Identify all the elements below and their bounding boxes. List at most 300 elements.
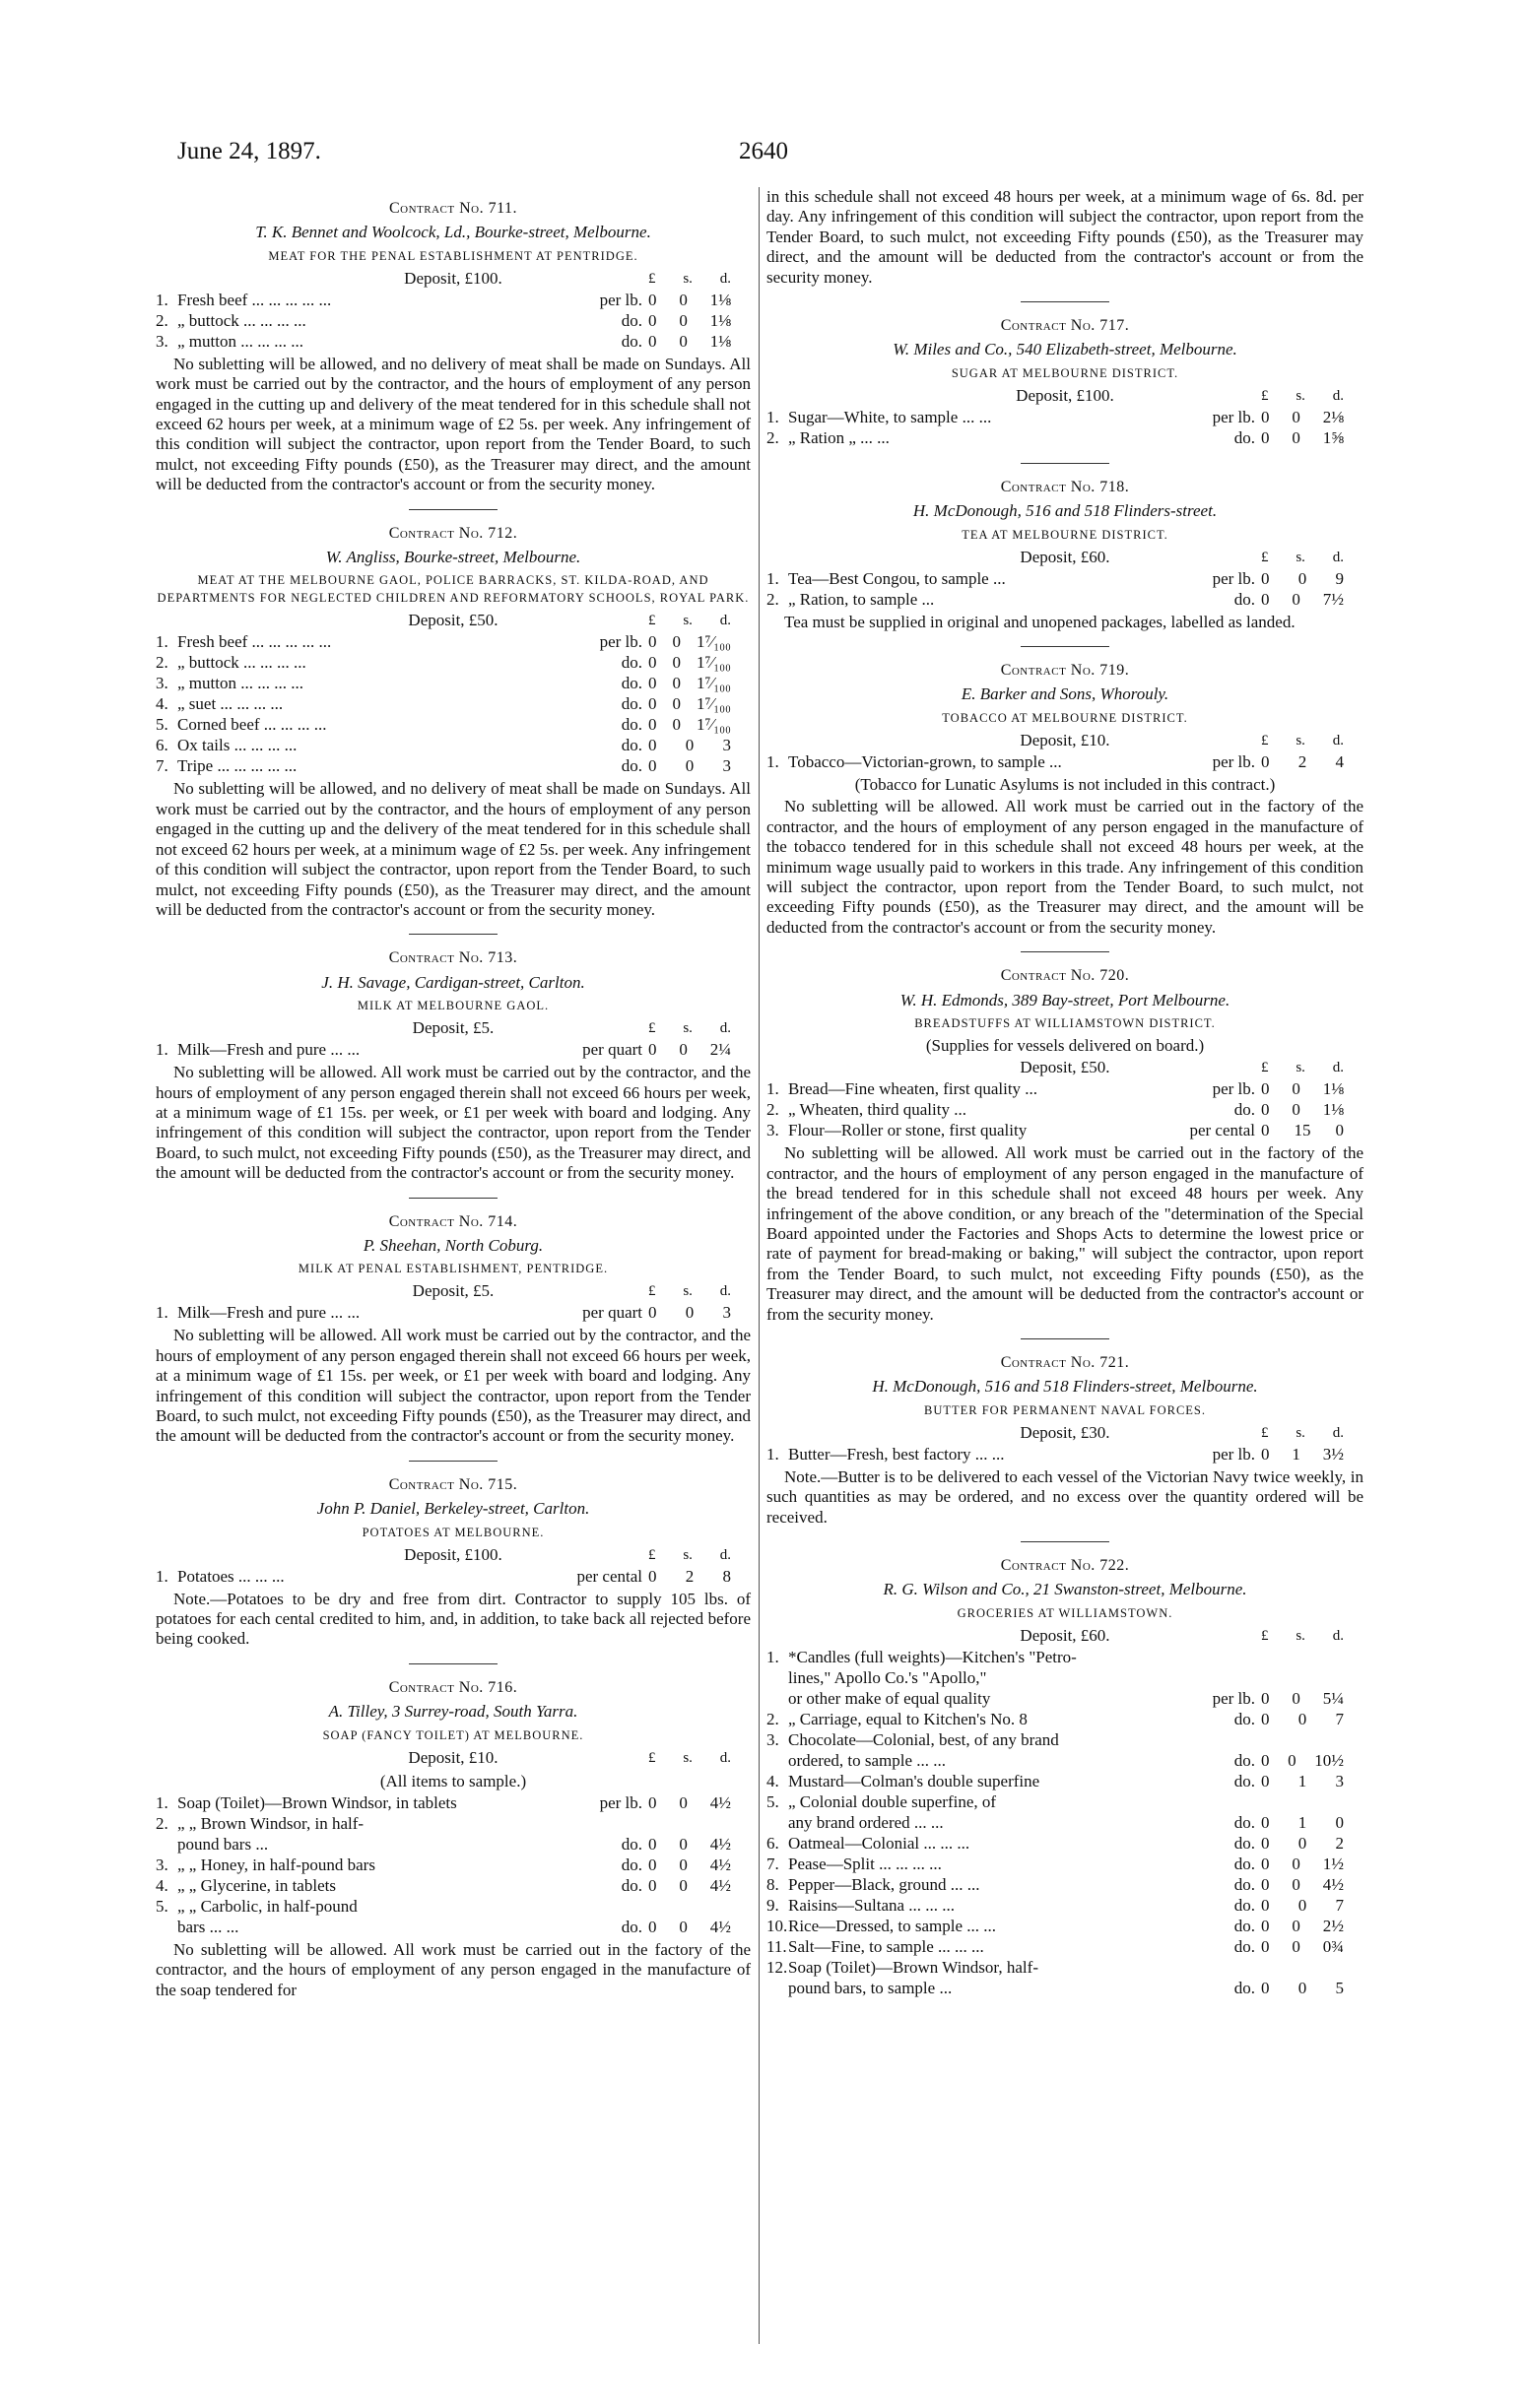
item-price — [648, 632, 751, 652]
price-item — [156, 1918, 751, 1938]
item-description: „ suet ... ... ... ... — [177, 694, 284, 714]
lsd-label: £ — [648, 1020, 656, 1037]
contract-subject: BREADSTUFFS AT WILLIAMSTOWN DISTRICT. — [914, 1015, 1216, 1030]
price-part: 7 — [1335, 1895, 1344, 1915]
item-number: 4. — [156, 1876, 168, 1896]
deposit-amount: Deposit, £5. — [412, 1018, 495, 1038]
section-separator — [409, 1663, 498, 1664]
item-price — [1261, 1121, 1363, 1140]
lsd-label: d. — [1332, 1424, 1344, 1441]
deposit-row — [156, 269, 751, 291]
price-part: 3 — [722, 736, 731, 755]
item-unit: per cental — [576, 1566, 642, 1586]
contract-title: Contract No. 714. — [388, 1212, 518, 1230]
left-column — [156, 185, 751, 2006]
price-part: 5 — [1335, 1978, 1344, 1997]
price-part: 0 — [1261, 1750, 1270, 1770]
contract-title: Contract No. 722. — [1000, 1557, 1130, 1575]
item-description: bars ... ... — [177, 1918, 239, 1937]
item-description: Butter—Fresh, best factory ... ... — [788, 1444, 1005, 1464]
contractor-name: E. Barker and Sons, Whoroulу. — [961, 684, 1169, 704]
item-price — [1261, 1875, 1363, 1895]
price-part: 4½ — [709, 1876, 731, 1896]
item-unit: per lb. — [1212, 568, 1255, 588]
section-separator — [1021, 646, 1109, 647]
item-description: Soap (Toilet)—Brown Windsor, half- — [788, 1957, 1038, 1977]
item-price — [648, 674, 751, 693]
contract-subject: TEA AT MELBOURNE DISTRICT. — [962, 527, 1168, 542]
price-part: 0 — [672, 632, 681, 652]
item-unit: per lb. — [599, 1793, 642, 1813]
deposit-amount: Deposit, £10. — [408, 1747, 499, 1767]
item-description: or other make of equal quality — [788, 1688, 991, 1708]
item-description: Mustard—Colman's double superfine — [788, 1771, 1040, 1790]
price-part: 0 — [685, 1303, 695, 1323]
item-description: Fresh beef ... ... ... ... ... — [177, 632, 332, 652]
condition-paragraph: No subletting will be allowed. All work must be carried out in the factory of the contractor, and the hours of employment of any person engaged in the manufacture of the soap tendered for — [156, 1940, 751, 1999]
price-part: 2¼ — [709, 1040, 731, 1060]
lsd-label: d. — [1332, 549, 1344, 565]
price-part: 0 — [648, 1876, 657, 1896]
contract-block — [156, 1212, 751, 1447]
price-part: 0 — [1292, 1936, 1300, 1956]
condition-paragraph: Note.—Butter is to be delivered to each vessel of the Victorian Navy twice weekly, in such quantities as may be ordered, and no excess over the quantity ordered will be received. — [766, 1466, 1363, 1527]
price-part: 0 — [1297, 1978, 1307, 1997]
price-part: 0 — [672, 653, 681, 673]
price-part: 1⁷⁄₁₀₀ — [696, 715, 731, 735]
deposit-amount: Deposit, £50. — [1020, 1058, 1110, 1077]
price-part: 9 — [1335, 568, 1344, 588]
price-part: 0 — [1297, 568, 1307, 588]
lsd-label: d. — [719, 1546, 731, 1563]
item-unit: do. — [621, 694, 642, 714]
lsd-label: d. — [719, 1020, 731, 1037]
contract-subject: MILK AT MELBOURNE GAOL. — [357, 999, 550, 1013]
contractor-name: H. McDonough, 516 and 518 Flinders-street. — [912, 501, 1218, 521]
price-part: 2⅛ — [1322, 407, 1344, 426]
price-item — [766, 1121, 1363, 1141]
item-price — [648, 715, 751, 735]
lsd-label: d. — [719, 270, 731, 287]
condition-paragraph: No subletting will be allowed, and no delivery of meat shall be made on Sundays. All work must be carried out by the contractor, and the hours of employment of any person engaged in the cutting up and the delivery of the meat tendered for in this schedule shall not exceed 62 hours per week, at a minimum wage of £2 5s. per week. Any infringement of this condition will subject the contractor, upon report from the Tender Board, to such mulct, not exceeding Fifty pounds (£50), as the Treasurer may direct, and the amount will be deducted from the contractor's account or from the security money. — [156, 779, 751, 919]
price-part: 1 — [1292, 1444, 1300, 1464]
item-description: „ Ration, to sample ... — [788, 589, 935, 609]
lsd-label: s. — [1296, 732, 1305, 748]
price-part: 1⅛ — [1322, 1100, 1344, 1120]
item-description: „ Ration „ ... ... — [788, 427, 890, 447]
price-part: 4½ — [709, 1855, 731, 1875]
price-item — [156, 653, 751, 674]
price-part: 4½ — [1322, 1874, 1344, 1894]
item-price — [648, 756, 751, 776]
price-part: 0 — [648, 653, 657, 673]
price-part: 0 — [1261, 1854, 1270, 1873]
lsd-header — [648, 1545, 731, 1565]
item-number: 1. — [766, 407, 779, 426]
price-part: 1 — [1297, 1812, 1307, 1832]
item-description: pound bars ... — [177, 1835, 269, 1855]
price-part: 1⅛ — [709, 331, 731, 351]
price-part: 0 — [679, 331, 688, 351]
contract-subject: TOBACCO AT MELBOURNE DISTRICT. — [942, 710, 1188, 725]
price-part: 3 — [722, 1303, 731, 1323]
item-unit: do. — [621, 715, 642, 735]
price-part: 0 — [1261, 1100, 1270, 1120]
item-number: 12. — [766, 1957, 788, 1977]
lsd-header — [1261, 1058, 1344, 1077]
condition-paragraph: Note.—Potatoes to be dry and free from dirt. Contractor to supply 105 lbs. of potatoes for each cental credited to him, and, in addition, to take back all rejected before being cooked. — [156, 1589, 751, 1649]
price-part: 0 — [1335, 1121, 1344, 1140]
price-item — [766, 1813, 1363, 1834]
contractor-name: W. Miles and Co., 540 Elizabeth-street, Melbourne. — [893, 340, 1237, 359]
condition-paragraph: No subletting will be allowed. All work must be carried out in the factory of the contractor, and the hours of employment of any person engaged in the manufacture of the bread tendered for in this schedule shall not exceed 48 hours per week. Any infringement of the above condition, or any breach of the "determination of the Special Board appointed under the Factories and Shops Acts to determine the lowest price or rate of payment for bread-making or baking," will subject the contractor, upon report from the Tender Board, to such mulct, not exceeding Fifty pounds (£50), as the Treasurer may direct, and the amount will be deducted from the contractor's account or from the security money. — [766, 1143, 1363, 1324]
price-part: 1⅛ — [709, 310, 731, 330]
deposit-amount: Deposit, £60. — [1020, 1625, 1110, 1645]
item-number: 2. — [156, 310, 168, 330]
contractor-name: J. H. Savage, Cardigan-street, Carlton. — [321, 972, 585, 992]
item-price — [648, 1040, 751, 1060]
item-price — [648, 653, 751, 673]
price-part: 0 — [648, 1793, 657, 1813]
contractor-name: P. Sheehan, North Coburg. — [363, 1235, 544, 1255]
item-number: 3. — [766, 1121, 779, 1140]
price-item — [766, 1079, 1363, 1100]
item-unit: do. — [621, 736, 642, 755]
price-part: 1⅛ — [709, 290, 731, 309]
price-item — [766, 1751, 1363, 1772]
price-part: 0 — [1261, 1895, 1270, 1915]
price-item — [156, 736, 751, 756]
item-description: Pepper—Black, ground ... ... — [788, 1874, 980, 1894]
lsd-header — [648, 1748, 731, 1768]
item-description: „ mutton ... ... ... ... — [177, 674, 303, 693]
section-separator — [1021, 1338, 1109, 1339]
contract-title: Contract No. 713. — [388, 949, 518, 967]
contract-subject: SUGAR AT MELBOURNE DISTRICT. — [951, 365, 1179, 380]
price-item — [766, 1689, 1363, 1710]
contract-title: Contract No. 711. — [388, 200, 518, 217]
price-part: 0 — [679, 1835, 688, 1855]
price-part: 0 — [1261, 407, 1270, 426]
lsd-header — [1261, 1626, 1344, 1646]
item-number: 10. — [766, 1916, 788, 1935]
price-part: 0 — [1261, 1709, 1270, 1728]
item-description: „ Colonial double superfine, of — [788, 1791, 997, 1811]
lsd-header — [648, 1018, 731, 1038]
item-description: Oatmeal—Colonial ... ... ... — [788, 1833, 970, 1853]
item-number: 2. — [156, 653, 168, 673]
item-number: 1. — [766, 1444, 779, 1464]
item-price — [1261, 1896, 1363, 1916]
item-unit: do. — [621, 674, 642, 693]
price-part: 0 — [1261, 1688, 1270, 1708]
lsd-label: £ — [648, 1546, 656, 1563]
item-number: 3. — [156, 331, 168, 351]
price-part: 0 — [1261, 1936, 1270, 1956]
price-part: 0 — [1292, 1874, 1300, 1894]
item-unit: per lb. — [1212, 751, 1255, 771]
price-part: 0 — [1261, 1833, 1270, 1853]
price-part: 0 — [1292, 1854, 1300, 1873]
item-number: 3. — [156, 1855, 168, 1875]
item-unit: do. — [1233, 1833, 1255, 1853]
price-part: 0 — [679, 290, 688, 309]
contract-note: (Supplies for vessels delivered on board.) — [925, 1035, 1205, 1055]
price-part: 0 — [1288, 1750, 1296, 1770]
contract-subject: BUTTER FOR PERMANENT NAVAL FORCES. — [923, 1402, 1206, 1417]
item-unit: per quart — [582, 1303, 642, 1323]
price-item — [156, 715, 751, 736]
contractor-name: John P. Daniel, Berkeley-street, Carlton. — [316, 1499, 590, 1519]
price-part: 0 — [1297, 1895, 1307, 1915]
item-unit: do. — [621, 1876, 642, 1896]
price-part: 2½ — [1322, 1916, 1344, 1935]
item-description: Rice—Dressed, to sample ... ... — [788, 1916, 997, 1935]
price-item — [156, 1793, 751, 1814]
price-item — [766, 1896, 1363, 1917]
price-part: 0 — [679, 310, 688, 330]
contract-title: Contract No. 717. — [1000, 317, 1130, 335]
item-price — [1261, 1689, 1363, 1709]
lsd-label: d. — [719, 1749, 731, 1766]
deposit-amount: Deposit, £5. — [412, 1281, 495, 1301]
item-description: Soap (Toilet)—Brown Windsor, in tablets — [177, 1793, 457, 1813]
item-number: 1. — [156, 1303, 168, 1323]
item-description: Raisins—Sultana ... ... ... — [788, 1895, 956, 1915]
lsd-label: £ — [1261, 732, 1269, 748]
lsd-label: £ — [1261, 1627, 1269, 1644]
price-part: 0 — [1261, 1978, 1270, 1997]
lsd-header — [1261, 1423, 1344, 1443]
lsd-header — [1261, 548, 1344, 567]
lsd-label: £ — [1261, 387, 1269, 404]
item-price — [648, 1567, 751, 1587]
lsd-label: d. — [1332, 732, 1344, 748]
item-description: Fresh beef ... ... ... ... ... — [177, 290, 332, 309]
price-part: 0 — [648, 290, 657, 309]
item-price — [1261, 1751, 1363, 1771]
condition-paragraph: No subletting will be allowed. All work must be carried out by the contractor, and the hours of employment of any person engaged therein shall not exceed 66 hours per week, at a minimum wage of £1 15s. per week, or £1 per week with board and lodging. Any infringement of this condition will subject the contractor, upon report from the Tender Board, to such mulct, not exceeding Fifty pounds (£50), as the Treasurer may direct, and the amount will be deducted from the contractor's account or from the security money. — [156, 1063, 751, 1183]
item-price — [1261, 1813, 1363, 1833]
contract-block — [766, 1353, 1363, 1528]
contractor-name: H. McDonough, 516 and 518 Flinders-street, Melbourne. — [872, 1377, 1258, 1397]
lsd-label: d. — [719, 613, 731, 629]
item-unit: per lb. — [599, 290, 642, 309]
price-part: 0 — [679, 1918, 688, 1937]
contract-subject: POTATOES AT MELBOURNE. — [362, 1525, 545, 1539]
lsd-label: s. — [683, 270, 693, 287]
contract-title: Contract No. 721. — [1000, 1354, 1130, 1371]
item-description: Milk—Fresh and pure ... ... — [177, 1303, 361, 1323]
item-unit: do. — [1233, 427, 1255, 447]
deposit-row — [766, 386, 1363, 408]
price-part: 3½ — [1322, 1444, 1344, 1464]
deposit-row — [156, 1545, 751, 1567]
price-part: 0 — [1292, 1079, 1300, 1099]
price-part: 0 — [648, 674, 657, 693]
lsd-label: s. — [1296, 387, 1305, 404]
contract-block — [156, 1678, 751, 2000]
lsd-label: s. — [1296, 1424, 1305, 1441]
item-number: 1. — [766, 751, 779, 771]
price-part: 0 — [679, 1855, 688, 1875]
price-part: 0 — [1335, 1812, 1344, 1832]
contract-title: Contract No. 719. — [1000, 662, 1130, 680]
item-price — [648, 311, 751, 331]
deposit-row — [156, 611, 751, 632]
contractor-name: T. K. Bennet and Woolcock, Ld., Bourke-street, Melbourne. — [255, 223, 651, 242]
item-price — [1261, 752, 1363, 772]
price-part: 0 — [648, 694, 657, 714]
item-number: 1. — [156, 290, 168, 309]
column-divider — [759, 187, 760, 2344]
item-number: 4. — [766, 1771, 779, 1790]
price-part: 0 — [1292, 589, 1300, 609]
price-part: 0 — [1261, 1079, 1270, 1099]
price-item — [156, 311, 751, 332]
condition-paragraph: No subletting will be allowed. All work must be carried out in the factory of the contractor, and the hours of employment of any person engaged in the manufacture of the tobacco tendered for in this schedule shall not exceed 48 hours per week, at the minimum wage usually paid to workers in this trade. Any infringement of this condition will subject the contractor, upon report from the Tender Board, to such mulct, not exceeding Fifty pounds (£50), as the Treasurer may direct, and the amount will be deducted from the contractor's account or from the security money. — [766, 797, 1363, 937]
price-item — [766, 1100, 1363, 1121]
deposit-amount: Deposit, £100. — [404, 1544, 502, 1564]
lsd-label: £ — [648, 1283, 656, 1300]
deposit-amount: Deposit, £50. — [408, 611, 499, 630]
contract-title: Contract No. 712. — [388, 524, 518, 542]
price-part: 0 — [648, 736, 657, 755]
item-unit: do. — [1233, 589, 1255, 609]
price-part: 2 — [685, 1566, 695, 1586]
contract-block — [766, 966, 1363, 1325]
price-item — [766, 1979, 1363, 1999]
item-number: 2. — [766, 1709, 779, 1728]
item-number: 1. — [766, 568, 779, 588]
item-price — [1261, 1772, 1363, 1791]
contractor-name: A. Tilley, 3 Surrey-road, South Yarra. — [328, 1702, 578, 1722]
price-part: 1⅝ — [1322, 427, 1344, 447]
price-part: 0 — [1261, 568, 1270, 588]
price-item — [766, 1917, 1363, 1937]
price-part: 0 — [648, 756, 657, 776]
item-number: 7. — [156, 756, 168, 776]
price-item — [766, 1730, 1363, 1751]
item-unit: do. — [621, 1918, 642, 1937]
contract-block — [156, 524, 751, 921]
contract-block — [766, 187, 1363, 288]
item-unit: do. — [1233, 1771, 1255, 1790]
item-number: 4. — [156, 694, 168, 714]
item-price — [1261, 1834, 1363, 1854]
price-item — [156, 1567, 751, 1588]
price-part: 0 — [648, 1303, 657, 1323]
contract-title: Contract No. 715. — [388, 1475, 518, 1493]
price-part: 0 — [1261, 1771, 1270, 1790]
item-number: 7. — [766, 1854, 779, 1873]
item-number: 3. — [156, 674, 168, 693]
lsd-header — [1261, 386, 1344, 406]
item-price — [648, 1855, 751, 1875]
item-description: *Candles (full weights)—Kitchen's "Petro- — [788, 1647, 1077, 1666]
price-part: 1½ — [1322, 1854, 1344, 1873]
lsd-label: s. — [1296, 1627, 1305, 1644]
item-price — [648, 694, 751, 714]
item-description: Chocolate—Colonial, best, of any brand — [788, 1729, 1059, 1749]
item-description: Sugar—White, to sample ... ... — [788, 407, 992, 426]
section-separator — [1021, 301, 1109, 302]
price-item — [766, 1445, 1363, 1465]
item-price — [648, 332, 751, 352]
price-item — [156, 632, 751, 653]
item-description: „ buttock ... ... ... ... — [177, 310, 306, 330]
item-price — [1261, 1979, 1363, 1998]
item-price — [648, 1793, 751, 1813]
item-description: Tea—Best Congou, to sample ... — [788, 568, 1006, 588]
price-part: 0 — [1261, 1121, 1270, 1140]
item-description: Corned beef ... ... ... ... — [177, 715, 327, 735]
deposit-amount: Deposit, £60. — [1020, 547, 1110, 566]
price-part: 0 — [1261, 751, 1270, 771]
item-unit: per quart — [582, 1040, 642, 1060]
price-part: 15 — [1294, 1121, 1311, 1140]
lsd-label: s. — [1296, 1060, 1305, 1076]
price-part: 0 — [1292, 1916, 1300, 1935]
lsd-label: £ — [648, 613, 656, 629]
contractor-name: W. H. Edmonds, 389 Bay-street, Port Melbourne. — [899, 990, 1230, 1009]
item-unit: do. — [621, 1855, 642, 1875]
item-number: 2. — [766, 1100, 779, 1120]
lsd-label: s. — [683, 1020, 693, 1037]
price-part: 7½ — [1322, 589, 1344, 609]
deposit-row — [766, 1058, 1363, 1079]
item-price — [1261, 1079, 1363, 1099]
item-number: 1. — [156, 1566, 168, 1586]
item-number: 1. — [156, 1793, 168, 1813]
item-unit: do. — [1233, 1916, 1255, 1935]
item-price — [648, 1835, 751, 1855]
lsd-label: £ — [1261, 1424, 1269, 1441]
item-unit: do. — [621, 1835, 642, 1855]
continued-paragraph: in this schedule shall not exceed 48 hours per week, at a minimum wage of 6s. 8d. per day. Any infringement of this condition will subject the contractor, upon report from the Tender Board, to such mulct, not exceeding Fifty pounds (£50), as the Treasurer may direct, and the amount will be deducted from the contractor's account or from the security money. — [766, 187, 1363, 287]
deposit-row — [156, 1748, 751, 1770]
item-description: Pease—Split ... ... ... ... — [788, 1854, 942, 1873]
section-separator — [1021, 951, 1109, 952]
price-part: 0 — [648, 331, 657, 351]
price-part: 0 — [648, 1918, 657, 1937]
price-item — [766, 1710, 1363, 1730]
item-description: „ buttock ... ... ... ... — [177, 653, 306, 673]
item-number: 2. — [156, 1814, 168, 1834]
item-description: Tobacco—Victorian-grown, to sample ... — [788, 751, 1062, 771]
item-number: 2. — [766, 427, 779, 447]
item-price — [648, 291, 751, 310]
item-price — [1261, 569, 1363, 589]
item-description: „ „ Honey, in half-pound bars — [177, 1855, 375, 1875]
price-part: 0 — [685, 736, 695, 755]
item-price — [1261, 1917, 1363, 1936]
item-price — [1261, 1710, 1363, 1729]
contract-block — [156, 1475, 751, 1650]
contract-block — [766, 661, 1363, 938]
price-item — [156, 1303, 751, 1324]
item-price — [1261, 1937, 1363, 1957]
item-price — [1261, 428, 1363, 448]
price-part: 0 — [672, 715, 681, 735]
deposit-row — [766, 1423, 1363, 1445]
item-description: Tripe ... ... ... ... ... — [177, 756, 298, 776]
price-item — [766, 1792, 1363, 1813]
price-part: 0 — [648, 1566, 657, 1586]
price-part: 4½ — [709, 1793, 731, 1813]
price-item — [156, 1876, 751, 1897]
price-part: 0 — [1261, 1444, 1270, 1464]
